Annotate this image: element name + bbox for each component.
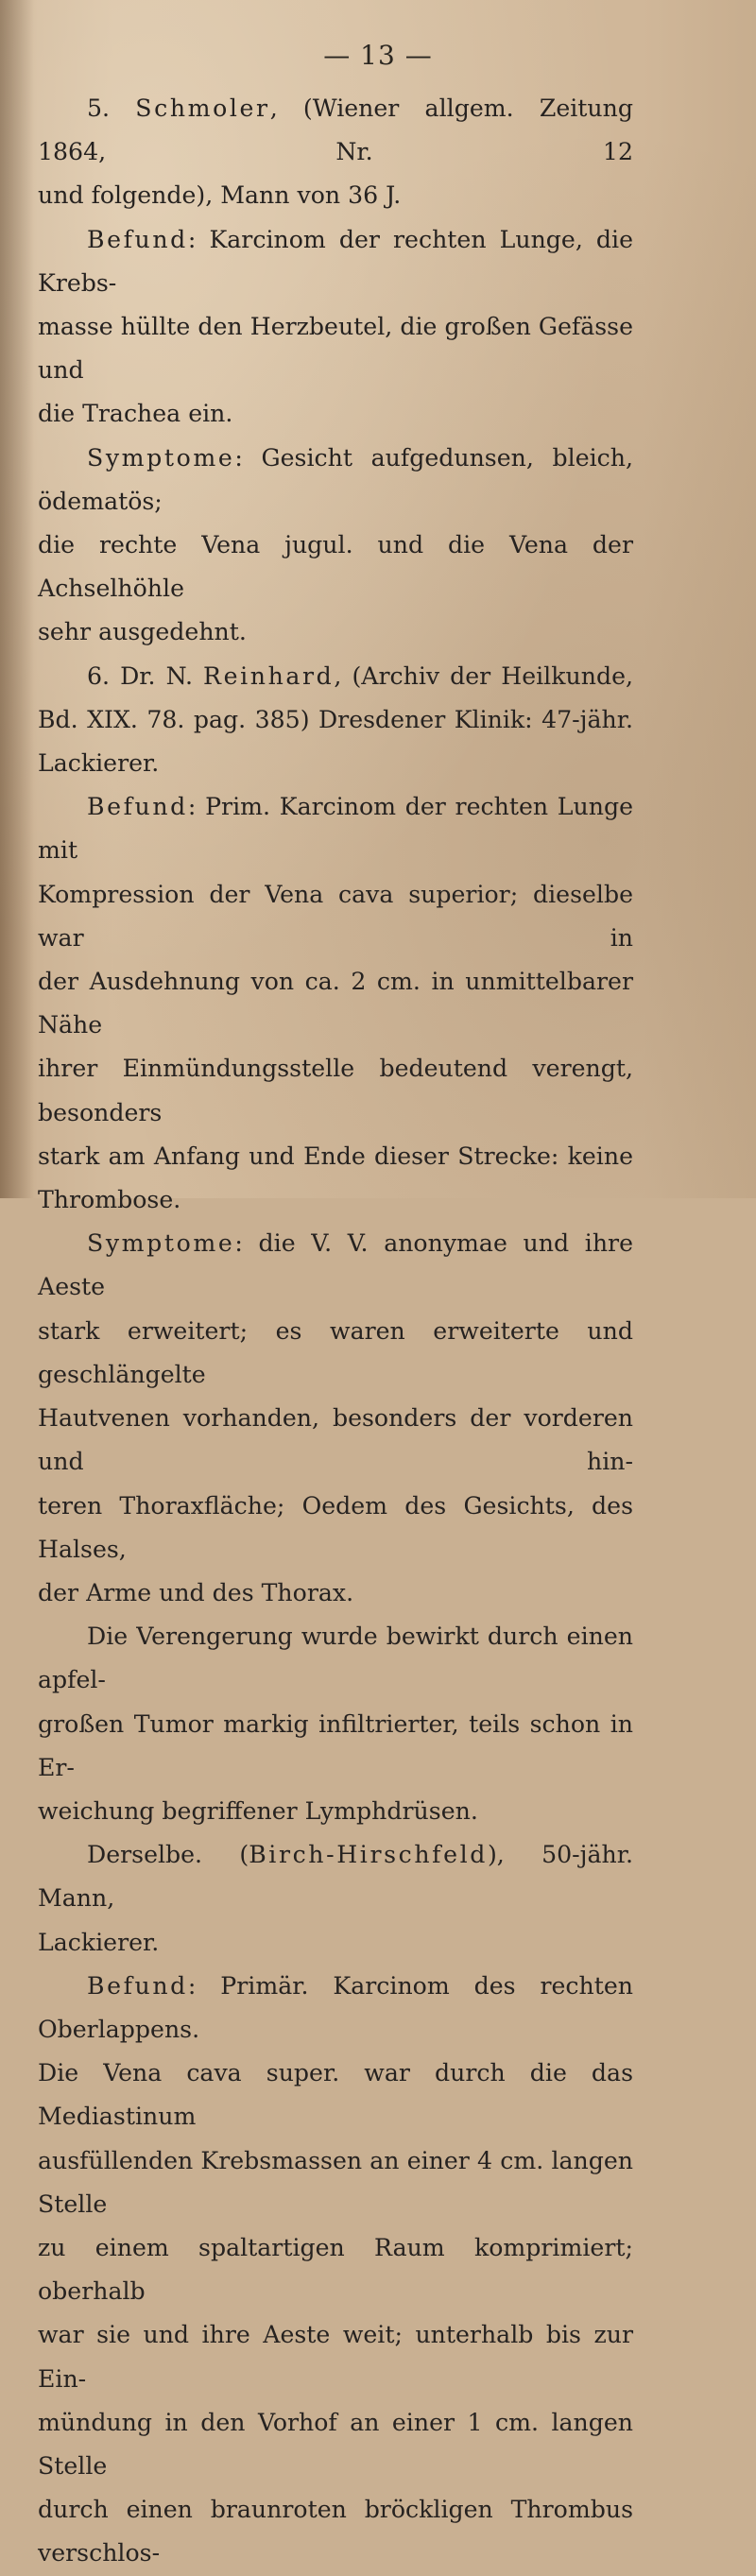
body-text bbox=[38, 87, 633, 2576]
text-line bbox=[38, 392, 633, 436]
text-segment: , (Archiv der Heilkunde, bbox=[334, 661, 633, 690]
text-line bbox=[38, 2401, 633, 2488]
text-segment: und folgende), Mann von 36 J. bbox=[38, 181, 402, 210]
text-line bbox=[38, 1047, 633, 1134]
text-line bbox=[38, 1485, 633, 1571]
text-segment: : Karcinom der rechten Lunge, die Krebs- bbox=[38, 225, 633, 297]
text-line bbox=[38, 524, 633, 610]
text-line bbox=[38, 1397, 633, 1484]
text-line bbox=[38, 1571, 633, 1615]
text-line bbox=[38, 2488, 633, 2575]
binding-shadow bbox=[0, 0, 34, 1198]
text-line bbox=[38, 437, 633, 524]
text-segment: Lackierer. bbox=[38, 749, 160, 778]
text-segment: war sie und ihre Aeste weit; unterhalb bis zur Ein- bbox=[38, 2321, 633, 2393]
text-segment: , (Wiener allgem. Zeitung 1864, Nr. 12 bbox=[38, 94, 633, 166]
text-line bbox=[38, 2052, 633, 2138]
text-segment: sehr ausgedehnt. bbox=[38, 618, 247, 646]
text-segment: ), 50-jähr. Mann, bbox=[38, 1841, 633, 1913]
text-line bbox=[38, 1135, 633, 1178]
text-segment: Derselbe. ( bbox=[87, 1841, 249, 1869]
text-line bbox=[38, 2313, 633, 2400]
text-segment: : Prim. Karcinom der rechten Lunge mit bbox=[38, 793, 633, 865]
text-segment: ausfüllenden Krebsmassen an einer 4 cm. langen Stelle bbox=[38, 2146, 633, 2218]
text-segment: mündung in den Vorhof an einer 1 cm. langen Stelle bbox=[38, 2408, 633, 2480]
text-segment: stark erweitert; es waren erweiterte und geschlängelte bbox=[38, 1316, 633, 1388]
text-line bbox=[38, 655, 633, 698]
text-segment: 5. bbox=[87, 94, 136, 122]
text-line bbox=[38, 218, 633, 305]
spaced-name: Symptome bbox=[87, 443, 235, 472]
text-segment: 6. Dr. N. bbox=[87, 661, 204, 690]
text-line bbox=[38, 2226, 633, 2313]
text-segment: großen Tumor markig infiltrierter, teils schon in Er- bbox=[38, 1709, 633, 1781]
text-segment: Kompression der Vena cava superior; dieselbe war in bbox=[38, 880, 633, 952]
text-line bbox=[38, 785, 633, 872]
text-segment: Die Vena cava super. war durch die das Mediastinum bbox=[38, 2059, 633, 2131]
text-line bbox=[38, 1703, 633, 1790]
text-segment: : Gesicht aufgedunsen, bleich, ödematös; bbox=[38, 443, 633, 515]
text-line bbox=[38, 960, 633, 1047]
text-segment: masse hüllte den Herzbeutel, die großen Gefässe und bbox=[38, 313, 633, 385]
text-line bbox=[38, 1310, 633, 1397]
text-segment: weichung begriffener Lymphdrüsen. bbox=[38, 1796, 478, 1825]
text-line bbox=[38, 305, 633, 392]
page-number: — 13 — bbox=[323, 40, 433, 71]
text-segment: : Primär. Karcinom des rechten Oberlappens. bbox=[38, 1971, 633, 2043]
text-segment: Lackierer. bbox=[38, 1928, 160, 1956]
text-line bbox=[38, 1222, 633, 1309]
text-line bbox=[38, 1921, 633, 1965]
spaced-name: Symptome bbox=[87, 1229, 235, 1258]
text-segment: der Ausdehnung von ca. 2 cm. in unmittelbarer Nähe bbox=[38, 968, 633, 1039]
text-line bbox=[38, 87, 633, 174]
text-line bbox=[38, 698, 633, 742]
text-segment: die Trachea ein. bbox=[38, 400, 233, 428]
text-line bbox=[38, 610, 633, 654]
text-segment: teren Thoraxfläche; Oedem des Gesichts, des Halses, bbox=[38, 1491, 633, 1563]
text-segment: Die Verengerung wurde bewirkt durch einen apfel- bbox=[38, 1623, 633, 1694]
text-segment: ihrer Einmündungsstelle bedeutend verengt, besonders bbox=[38, 1055, 633, 1126]
spaced-name: Befund bbox=[87, 793, 188, 821]
text-segment: durch einen braunroten bröckligen Thrombus verschlos- bbox=[38, 2496, 633, 2567]
text-line bbox=[38, 873, 633, 960]
text-segment: Bd. XIX. 78. pag. 385) Dresdener Klinik: 47-jähr. bbox=[38, 705, 633, 733]
text-line bbox=[38, 174, 633, 217]
text-line bbox=[38, 1615, 633, 1702]
spaced-name: Reinhard bbox=[203, 661, 335, 690]
text-segment: Hautvenen vorhanden, besonders der vorderen und hin- bbox=[38, 1404, 633, 1476]
text-line bbox=[38, 2139, 633, 2226]
text-segment: die rechte Vena jugul. und die Vena der Achselhöhle bbox=[38, 531, 633, 603]
text-line bbox=[38, 1178, 633, 1222]
text-line bbox=[38, 1965, 633, 2052]
text-line bbox=[38, 1833, 633, 1920]
text-line bbox=[38, 742, 633, 785]
spaced-name: Schmoler bbox=[135, 94, 270, 122]
text-line bbox=[38, 1790, 633, 1833]
text-segment: Thrombose. bbox=[38, 1186, 181, 1214]
spaced-name: Befund bbox=[87, 1971, 188, 2000]
text-segment: zu einem spaltartigen Raum komprimiert; oberhalb bbox=[38, 2233, 633, 2306]
text-segment: : die V. V. anonymae und ihre Aeste bbox=[38, 1229, 633, 1301]
text-segment: stark am Anfang und Ende dieser Strecke: keine bbox=[38, 1142, 633, 1170]
text-segment: der Arme und des Thorax. bbox=[38, 1578, 354, 1606]
spaced-name: Birch-Hirschfeld bbox=[249, 1841, 488, 1869]
spaced-name: Befund bbox=[87, 225, 188, 253]
